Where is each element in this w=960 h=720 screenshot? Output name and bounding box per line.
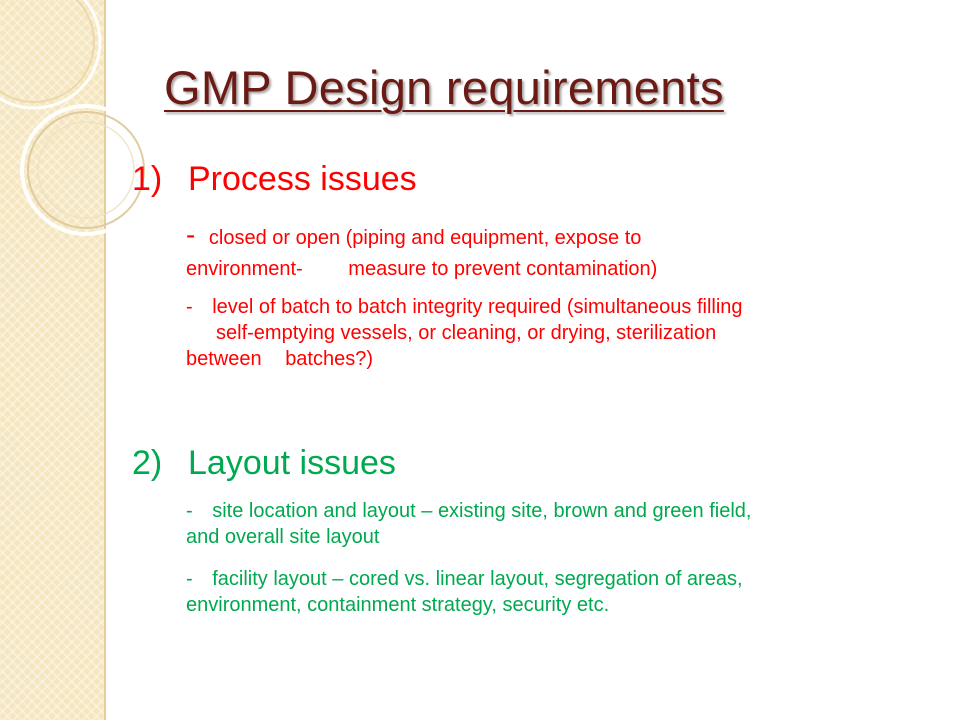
bullet-dash: - [186, 500, 193, 522]
bullet-text: closed or open (piping and equipment, expose to [208, 227, 642, 249]
process-bullet-1 [186, 219, 946, 282]
decorative-rings [0, 0, 163, 260]
section-heading: Process issues [188, 160, 417, 198]
section-number: 2) [132, 444, 163, 482]
bullet-text: and overall site layout [186, 526, 380, 548]
section-heading: Layout issues [188, 444, 396, 482]
bullet-text: batches?) [285, 348, 374, 370]
process-bullet-2 [186, 294, 946, 372]
bullet-dash: - [186, 219, 196, 250]
layout-bullet-1 [186, 498, 946, 550]
bullet-text: facility layout – cored vs. linear layout, segregation of areas, [212, 568, 743, 590]
layout-bullet-2 [186, 566, 946, 618]
bullet-text: environment, containment strategy, security etc. [186, 594, 610, 616]
bullet-text: between [186, 348, 262, 370]
bullet-text: self-emptying vessels, or cleaning, or drying, sterilization [216, 322, 717, 344]
bullet-dash: - [186, 296, 193, 318]
bullet-text: measure to prevent contamination) [348, 258, 658, 280]
section-number: 1) [132, 160, 163, 198]
bullet-text: environment- [186, 258, 303, 280]
slide-title: GMP Design requirements [164, 61, 724, 114]
bullet-dash: - [186, 568, 193, 590]
bullet-text: site location and layout – existing site, brown and green field, [212, 500, 752, 522]
bullet-text: level of batch to batch integrity required (simultaneous filling [212, 296, 743, 318]
